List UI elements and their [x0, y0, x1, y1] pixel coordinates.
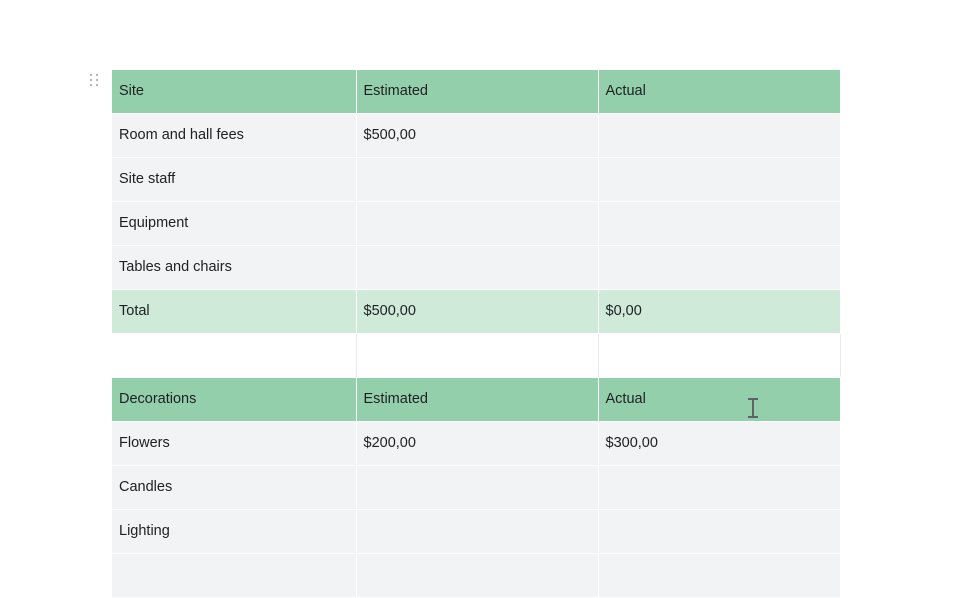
cell-label[interactable]: Equipment [112, 202, 356, 246]
cell-label[interactable] [112, 554, 356, 598]
cell-site-header-actual[interactable]: Actual [598, 70, 840, 114]
cell-actual[interactable] [598, 554, 840, 598]
table-row[interactable] [112, 466, 840, 510]
cell-site-header-estimated[interactable]: Estimated [356, 70, 598, 114]
cell-estimated[interactable] [356, 158, 598, 202]
cell-label[interactable]: Tables and chairs [112, 246, 356, 290]
cell-label[interactable]: Candles [112, 466, 356, 510]
dot [96, 84, 98, 86]
cell-total-actual[interactable]: $0,00 [598, 290, 840, 334]
cell-actual[interactable] [598, 466, 840, 510]
table-row[interactable] [112, 114, 840, 158]
cell-estimated[interactable]: $500,00 [356, 114, 598, 158]
dot [90, 74, 92, 76]
cell-estimated[interactable] [356, 554, 598, 598]
budget-table-wrapper [112, 70, 840, 598]
dot [90, 79, 92, 81]
cell-blank[interactable] [356, 334, 598, 378]
table-row-header-site[interactable] [112, 70, 840, 114]
budget-table[interactable] [112, 70, 841, 598]
cell-label[interactable]: Lighting [112, 510, 356, 554]
cell-estimated[interactable] [356, 466, 598, 510]
table-row[interactable] [112, 158, 840, 202]
dot [90, 84, 92, 86]
cell-actual[interactable] [598, 158, 840, 202]
table-row[interactable] [112, 554, 840, 598]
cell-site-header-label[interactable]: Site [112, 70, 356, 114]
cell-estimated[interactable] [356, 246, 598, 290]
table-drag-handle-icon[interactable] [88, 73, 100, 87]
table-row-header-decorations[interactable] [112, 378, 840, 422]
cell-label[interactable]: Site staff [112, 158, 356, 202]
dot [96, 79, 98, 81]
cell-decorations-header-estimated[interactable]: Estimated [356, 378, 598, 422]
cell-estimated[interactable]: $200,00 [356, 422, 598, 466]
cell-total-estimated[interactable]: $500,00 [356, 290, 598, 334]
table-row-spacer[interactable] [112, 334, 840, 378]
cell-total-label[interactable]: Total [112, 290, 356, 334]
cell-blank[interactable] [598, 334, 840, 378]
cell-estimated[interactable] [356, 202, 598, 246]
cell-actual[interactable]: $300,00 [598, 422, 840, 466]
cell-actual[interactable] [598, 510, 840, 554]
table-row[interactable] [112, 202, 840, 246]
cell-label[interactable]: Room and hall fees [112, 114, 356, 158]
dot [96, 74, 98, 76]
table-row[interactable] [112, 422, 840, 466]
cell-label[interactable]: Flowers [112, 422, 356, 466]
table-row[interactable] [112, 246, 840, 290]
cell-estimated[interactable] [356, 510, 598, 554]
cell-actual[interactable] [598, 246, 840, 290]
cell-blank[interactable] [112, 334, 356, 378]
cell-actual[interactable] [598, 114, 840, 158]
cell-actual[interactable] [598, 202, 840, 246]
table-row-total-site[interactable] [112, 290, 840, 334]
cell-decorations-header-actual[interactable]: Actual [598, 378, 840, 422]
cell-decorations-header-label[interactable]: Decorations [112, 378, 356, 422]
table-row[interactable] [112, 510, 840, 554]
